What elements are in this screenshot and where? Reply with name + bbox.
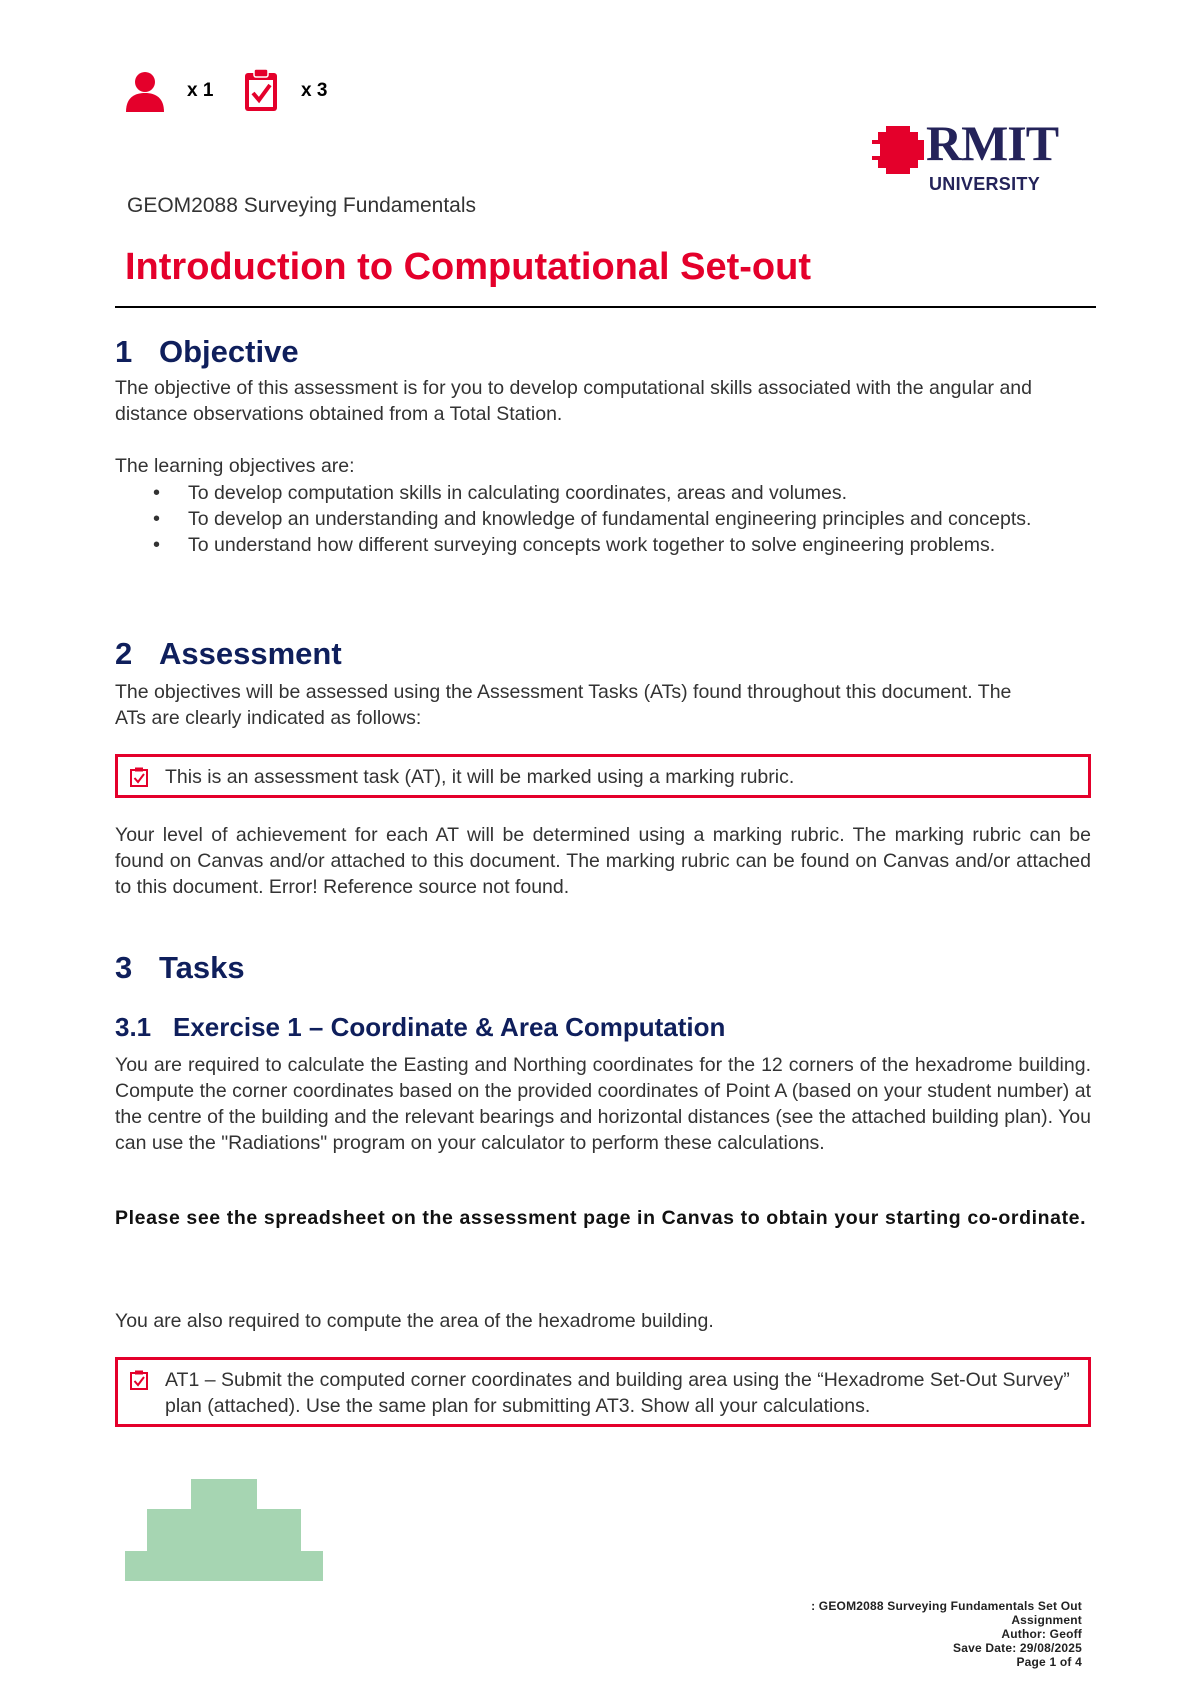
- list-item: • To develop an understanding and knowledge of fundamental engineering principles and concepts.: [115, 506, 1178, 532]
- subsection-3-1-number: 3.1: [115, 1012, 152, 1042]
- rmit-pixel-mark-icon: [872, 126, 924, 174]
- footer-page-number: Page 1 of 4: [1016, 1655, 1082, 1669]
- course-name: GEOM2088 Surveying Fundamentals: [127, 194, 477, 217]
- section-1-heading: [115, 334, 299, 370]
- area-paragraph: You are also required to compute the area of the hexadrome building.: [115, 1310, 714, 1332]
- section-2-title: Assessment: [159, 636, 342, 671]
- exercise-1-paragraph: You are required to calculate the Easting and Northing coordinates for the 12 corners of the hexadrome building. Compute the corner coordinates based on the provided coordinates of Point A (based on your student number) at the centre of the building and the relevant bearings and horizontal distances (see the attached building plan). You can use the "Radiations" program on your calculator to perform these calculations.: [115, 1054, 1091, 1154]
- clipboard-check-icon: [244, 68, 278, 112]
- section-1-title: Objective: [159, 334, 299, 369]
- title-divider: [115, 306, 1096, 308]
- at-example-text: This is an assessment task (AT), it will be marked using a marking rubric.: [165, 766, 795, 788]
- subsection-3-1-title: Exercise 1 – Coordinate & Area Computation: [173, 1012, 726, 1042]
- page-footer: [811, 1599, 1082, 1669]
- footer-author: Author: Geoff: [1001, 1627, 1082, 1641]
- learning-objectives-intro: The learning objectives are:: [115, 455, 355, 477]
- footer-save-date: Save Date: 29/08/2025: [953, 1641, 1082, 1655]
- spreadsheet-note: Please see the spreadsheet on the assessment page in Canvas to obtain your starting co-ordinate.: [115, 1207, 1087, 1229]
- subsection-3-1-heading: [115, 1012, 725, 1043]
- person-icon: [124, 70, 166, 112]
- learning-objectives-list: [115, 480, 1178, 558]
- footer-doc-type: Assignment: [1011, 1613, 1082, 1627]
- decorative-stepped-shape: [125, 1479, 323, 1581]
- logo-subtitle: UNIVERSITY: [929, 174, 1041, 194]
- section-2-heading: [115, 636, 342, 672]
- task-count: x 3: [301, 80, 328, 101]
- section-3-number: 3: [115, 950, 133, 985]
- at1-text: AT1 – Submit the computed corner coordinates and building area using the “Hexadrome Set-Out Survey” plan (attached). Use the same plan for submitting AT3. Show all your calculations.: [165, 1369, 1070, 1417]
- at-example-box: [115, 754, 1091, 798]
- section-1-number: 1: [115, 334, 133, 369]
- rmit-logo: [872, 115, 1072, 198]
- rubric-paragraph: Your level of achievement for each AT will be determined using a marking rubric. The marking rubric can be found on Canvas and/or attached to this document. The marking rubric can be found on Canvas and/or attached to this document. Error! Reference source not found.: [115, 824, 1091, 898]
- footer-course: : GEOM2088 Surveying Fundamentals Set Out: [811, 1599, 1082, 1613]
- logo-wordmark: RMIT: [926, 115, 1059, 171]
- person-count: x 1: [187, 80, 214, 101]
- list-item: • To understand how different surveying concepts work together to solve engineering problems.: [115, 532, 1178, 558]
- page-title: Introduction to Computational Set-out: [125, 246, 812, 288]
- at1-box: [115, 1357, 1091, 1427]
- clipboard-check-icon: [130, 767, 148, 787]
- section-2-number: 2: [115, 636, 133, 671]
- objective-paragraph: The objective of this assessment is for you to develop computational skills associated with the angular and distance observations obtained from a Total Station.: [115, 377, 1032, 425]
- clipboard-check-icon: [130, 1370, 148, 1390]
- section-3-title: Tasks: [159, 950, 245, 985]
- list-item: • To develop computation skills in calculating coordinates, areas and volumes.: [115, 480, 1178, 506]
- assessment-paragraph: The objectives will be assessed using the Assessment Tasks (ATs) found throughout this document. The ATs are clearly indicated as follows:: [115, 681, 1012, 729]
- section-3-heading: [115, 950, 245, 986]
